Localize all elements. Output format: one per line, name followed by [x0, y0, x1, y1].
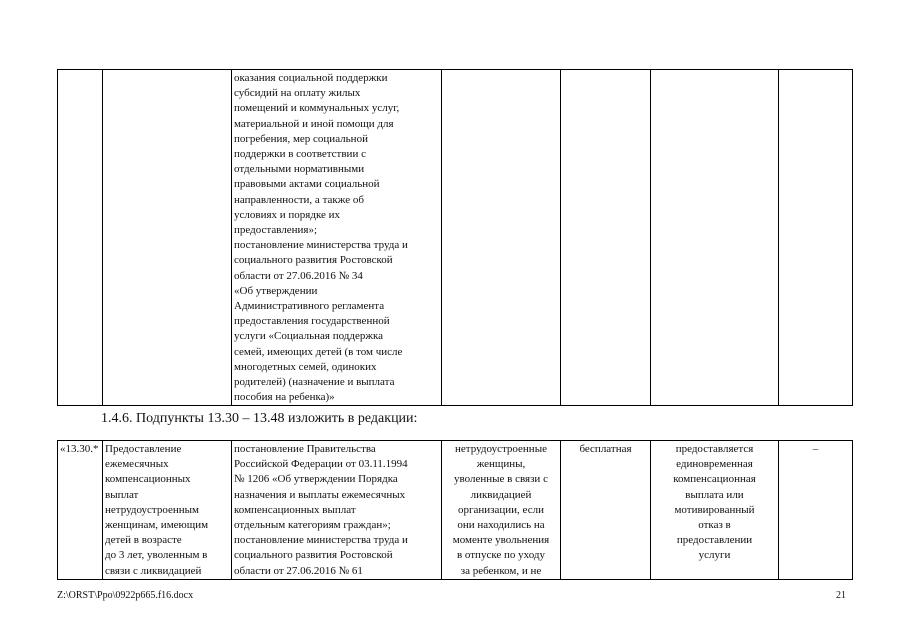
cell-cost: бесплатная: [561, 441, 651, 580]
cell-service-name: [103, 70, 232, 406]
cell-note: [779, 70, 853, 406]
cell-recipients: нетрудоустроенные женщины, уволенные в связи с ликвидацией организации, если они находились на моменте увольнения в отпуске по уходу за ребенком, и не: [442, 441, 561, 580]
page-number: 21: [836, 590, 846, 601]
table-bottom: [57, 440, 853, 580]
cell-note: –: [779, 441, 853, 580]
table-top: [57, 69, 853, 406]
footer-file-path: Z:\ORST\Ppo\0922p665.f16.docx: [57, 590, 194, 601]
cell-legal-acts: оказания социальной поддержки субсидий на оплату жилых помещений и коммунальных услуг, материальной и иной помощи для погребения, мер социальной поддержки в соответствии с отдельными нормативными правовыми актами социальной направленности, а также об условиях и порядке их предоставления»; постановление министерства труда и социального развития Ростовской области от 27.06.2016 № 34 «Об утверждении Административного регламента предоставления государственной услуги «Социальная поддержка семей, имеющих детей (в том числе многодетных семей, одиноких родителей) (назначение и выплата пособия на ребенка)»: [232, 70, 442, 406]
cell-result: [651, 70, 779, 406]
section-heading: 1.4.6. Подпункты 13.30 – 13.48 изложить в редакции:: [101, 411, 418, 426]
cell-number: [58, 70, 103, 406]
cell-recipients: [442, 70, 561, 406]
cell-legal-acts: постановление Правительства Российской Федерации от 03.11.1994 № 1206 «Об утверждении Порядка назначения и выплаты ежемесячных компенсационных выплат отдельным категориям граждан»; постановление министерства труда и социального развития Ростовской области от 27.06.2016 № 61: [232, 441, 442, 580]
table-row: [58, 441, 853, 580]
table-row: [58, 70, 853, 406]
cell-cost: [561, 70, 651, 406]
cell-result: предоставляется единовременная компенсационная выплата или мотивированный отказ в предоставлении услуги: [651, 441, 779, 580]
cell-number: «13.30.*: [58, 441, 103, 580]
cell-service-name: Предоставление ежемесячных компенсационных выплат нетрудоустроенным женщинам, имеющим детей в возрасте до 3 лет, уволенным в связи с ликвидацией: [103, 441, 232, 580]
